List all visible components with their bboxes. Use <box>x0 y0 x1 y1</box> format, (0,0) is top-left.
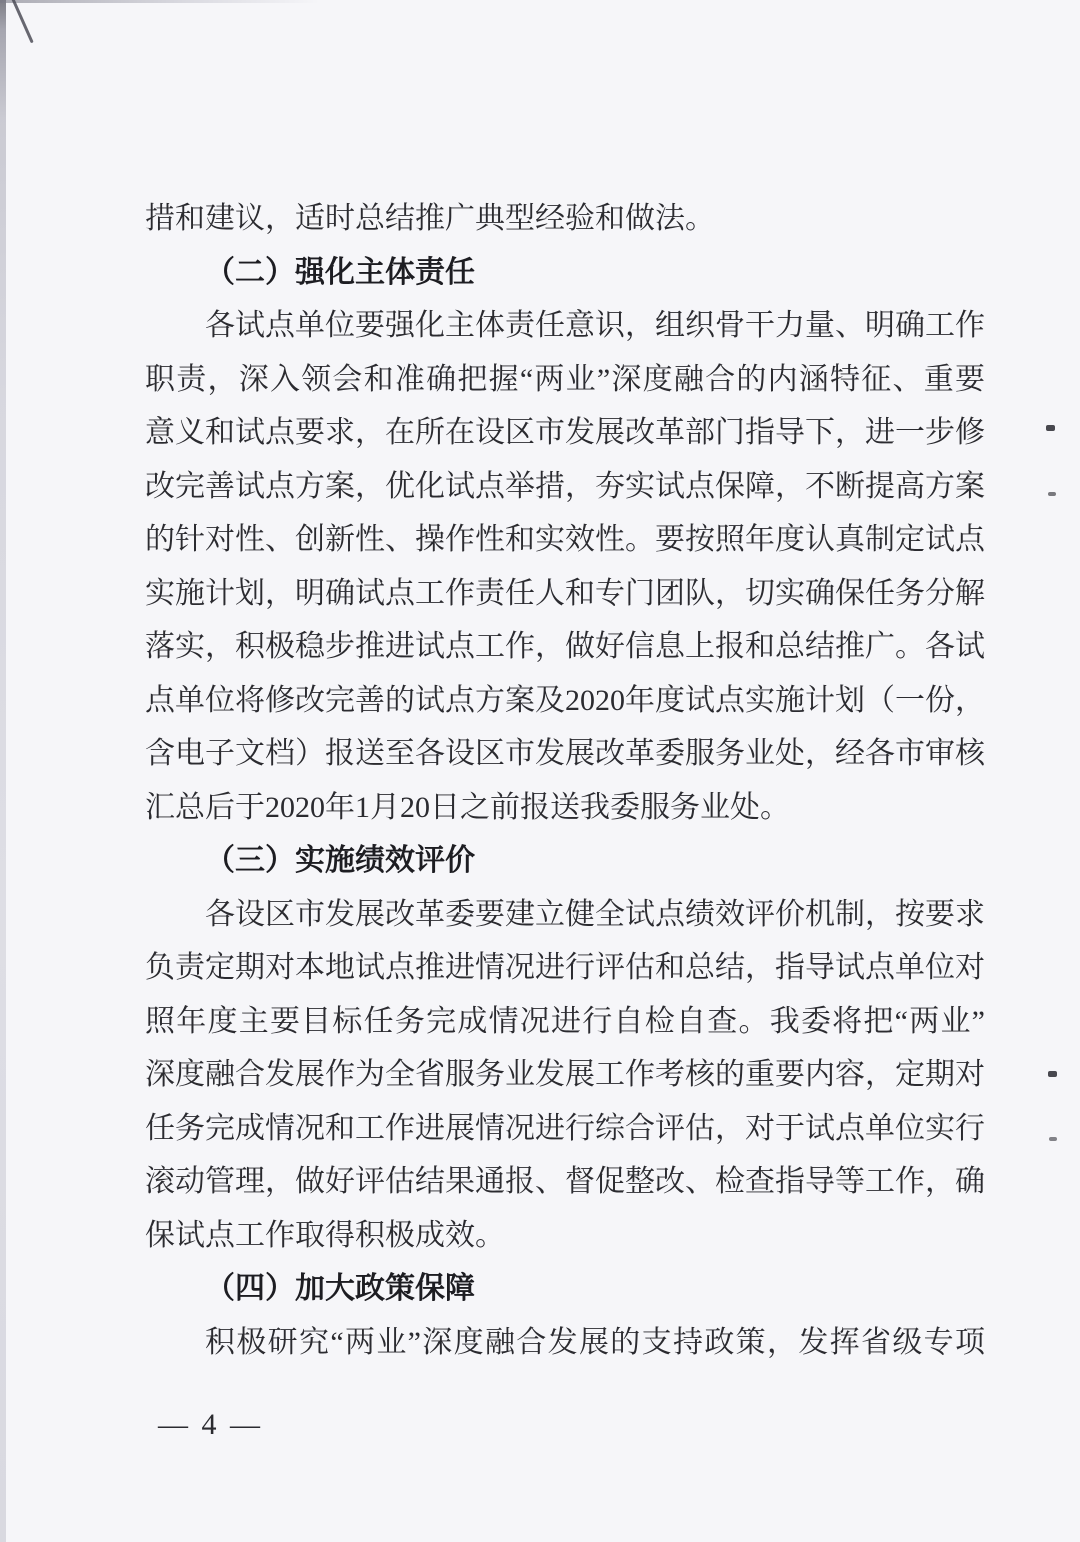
text-line: 各试点单位要强化主体责任意识，组织骨干力量、明确工作 <box>205 309 985 342</box>
text-line: 汇总后于2020年1月20日之前报送我委服务业处。 <box>145 790 790 824</box>
text-line: 各设区市发展改革委要建立健全试点绩效评价机制，按要求 <box>205 897 985 931</box>
text-line: 照年度主要目标任务完成情况进行自检自查。我委将把“两业” <box>145 1004 985 1038</box>
scan-edge-top <box>0 0 320 3</box>
scan-edge-left <box>0 0 6 1542</box>
scan-speck <box>1048 492 1056 496</box>
text-line: 保试点工作取得积极成效。 <box>145 1218 505 1252</box>
text-line: 任务完成情况和工作进展情况进行综合评估，对于试点单位实行 <box>145 1111 985 1145</box>
scan-speck <box>1049 1137 1057 1141</box>
text-line: 负责定期对本地试点推进情况进行评估和总结，指导试点单位对 <box>145 951 985 984</box>
section-heading-3: （三）实施绩效评价 <box>205 844 475 877</box>
page-number: — 4 — <box>158 1408 263 1441</box>
text-line: 意义和试点要求，在所在设区市发展改革部门指导下，进一步修 <box>145 416 985 449</box>
document-body <box>145 192 985 1369</box>
text-line: 职责，深入领会和准确把握“两业”深度融合的内涵特征、重要 <box>145 362 985 396</box>
text-line: 落实，积极稳步推进试点工作，做好信息上报和总结推广。各试 <box>145 630 985 663</box>
text-line: 改完善试点方案，优化试点举措，夯实试点保障，不断提高方案 <box>145 469 985 503</box>
text-line: 实施计划，明确试点工作责任人和专门团队，切实确保任务分解 <box>145 576 985 610</box>
text-line: 措和建议，适时总结推广典型经验和做法。 <box>145 202 715 235</box>
scan-speck <box>1046 425 1055 431</box>
text-line: 积极研究“两业”深度融合发展的支持政策，发挥省级专项 <box>205 1325 985 1359</box>
text-line: 滚动管理，做好评估结果通报、督促整改、检查指导等工作，确 <box>145 1165 985 1198</box>
scan-corner-mark <box>9 0 34 43</box>
text-line: 点单位将修改完善的试点方案及2020年度试点实施计划（一份， <box>145 683 985 717</box>
scan-speck <box>1048 1071 1057 1077</box>
section-heading-2: （二）强化主体责任 <box>205 255 475 289</box>
section-heading-4: （四）加大政策保障 <box>205 1272 475 1305</box>
text-line: 的针对性、创新性、操作性和实效性。要按照年度认真制定试点 <box>145 523 985 556</box>
text-line: 深度融合发展作为全省服务业发展工作考核的重要内容，定期对 <box>145 1058 985 1091</box>
text-line: 含电子文档）报送至各设区市发展改革委服务业处，经各市审核 <box>145 737 985 770</box>
